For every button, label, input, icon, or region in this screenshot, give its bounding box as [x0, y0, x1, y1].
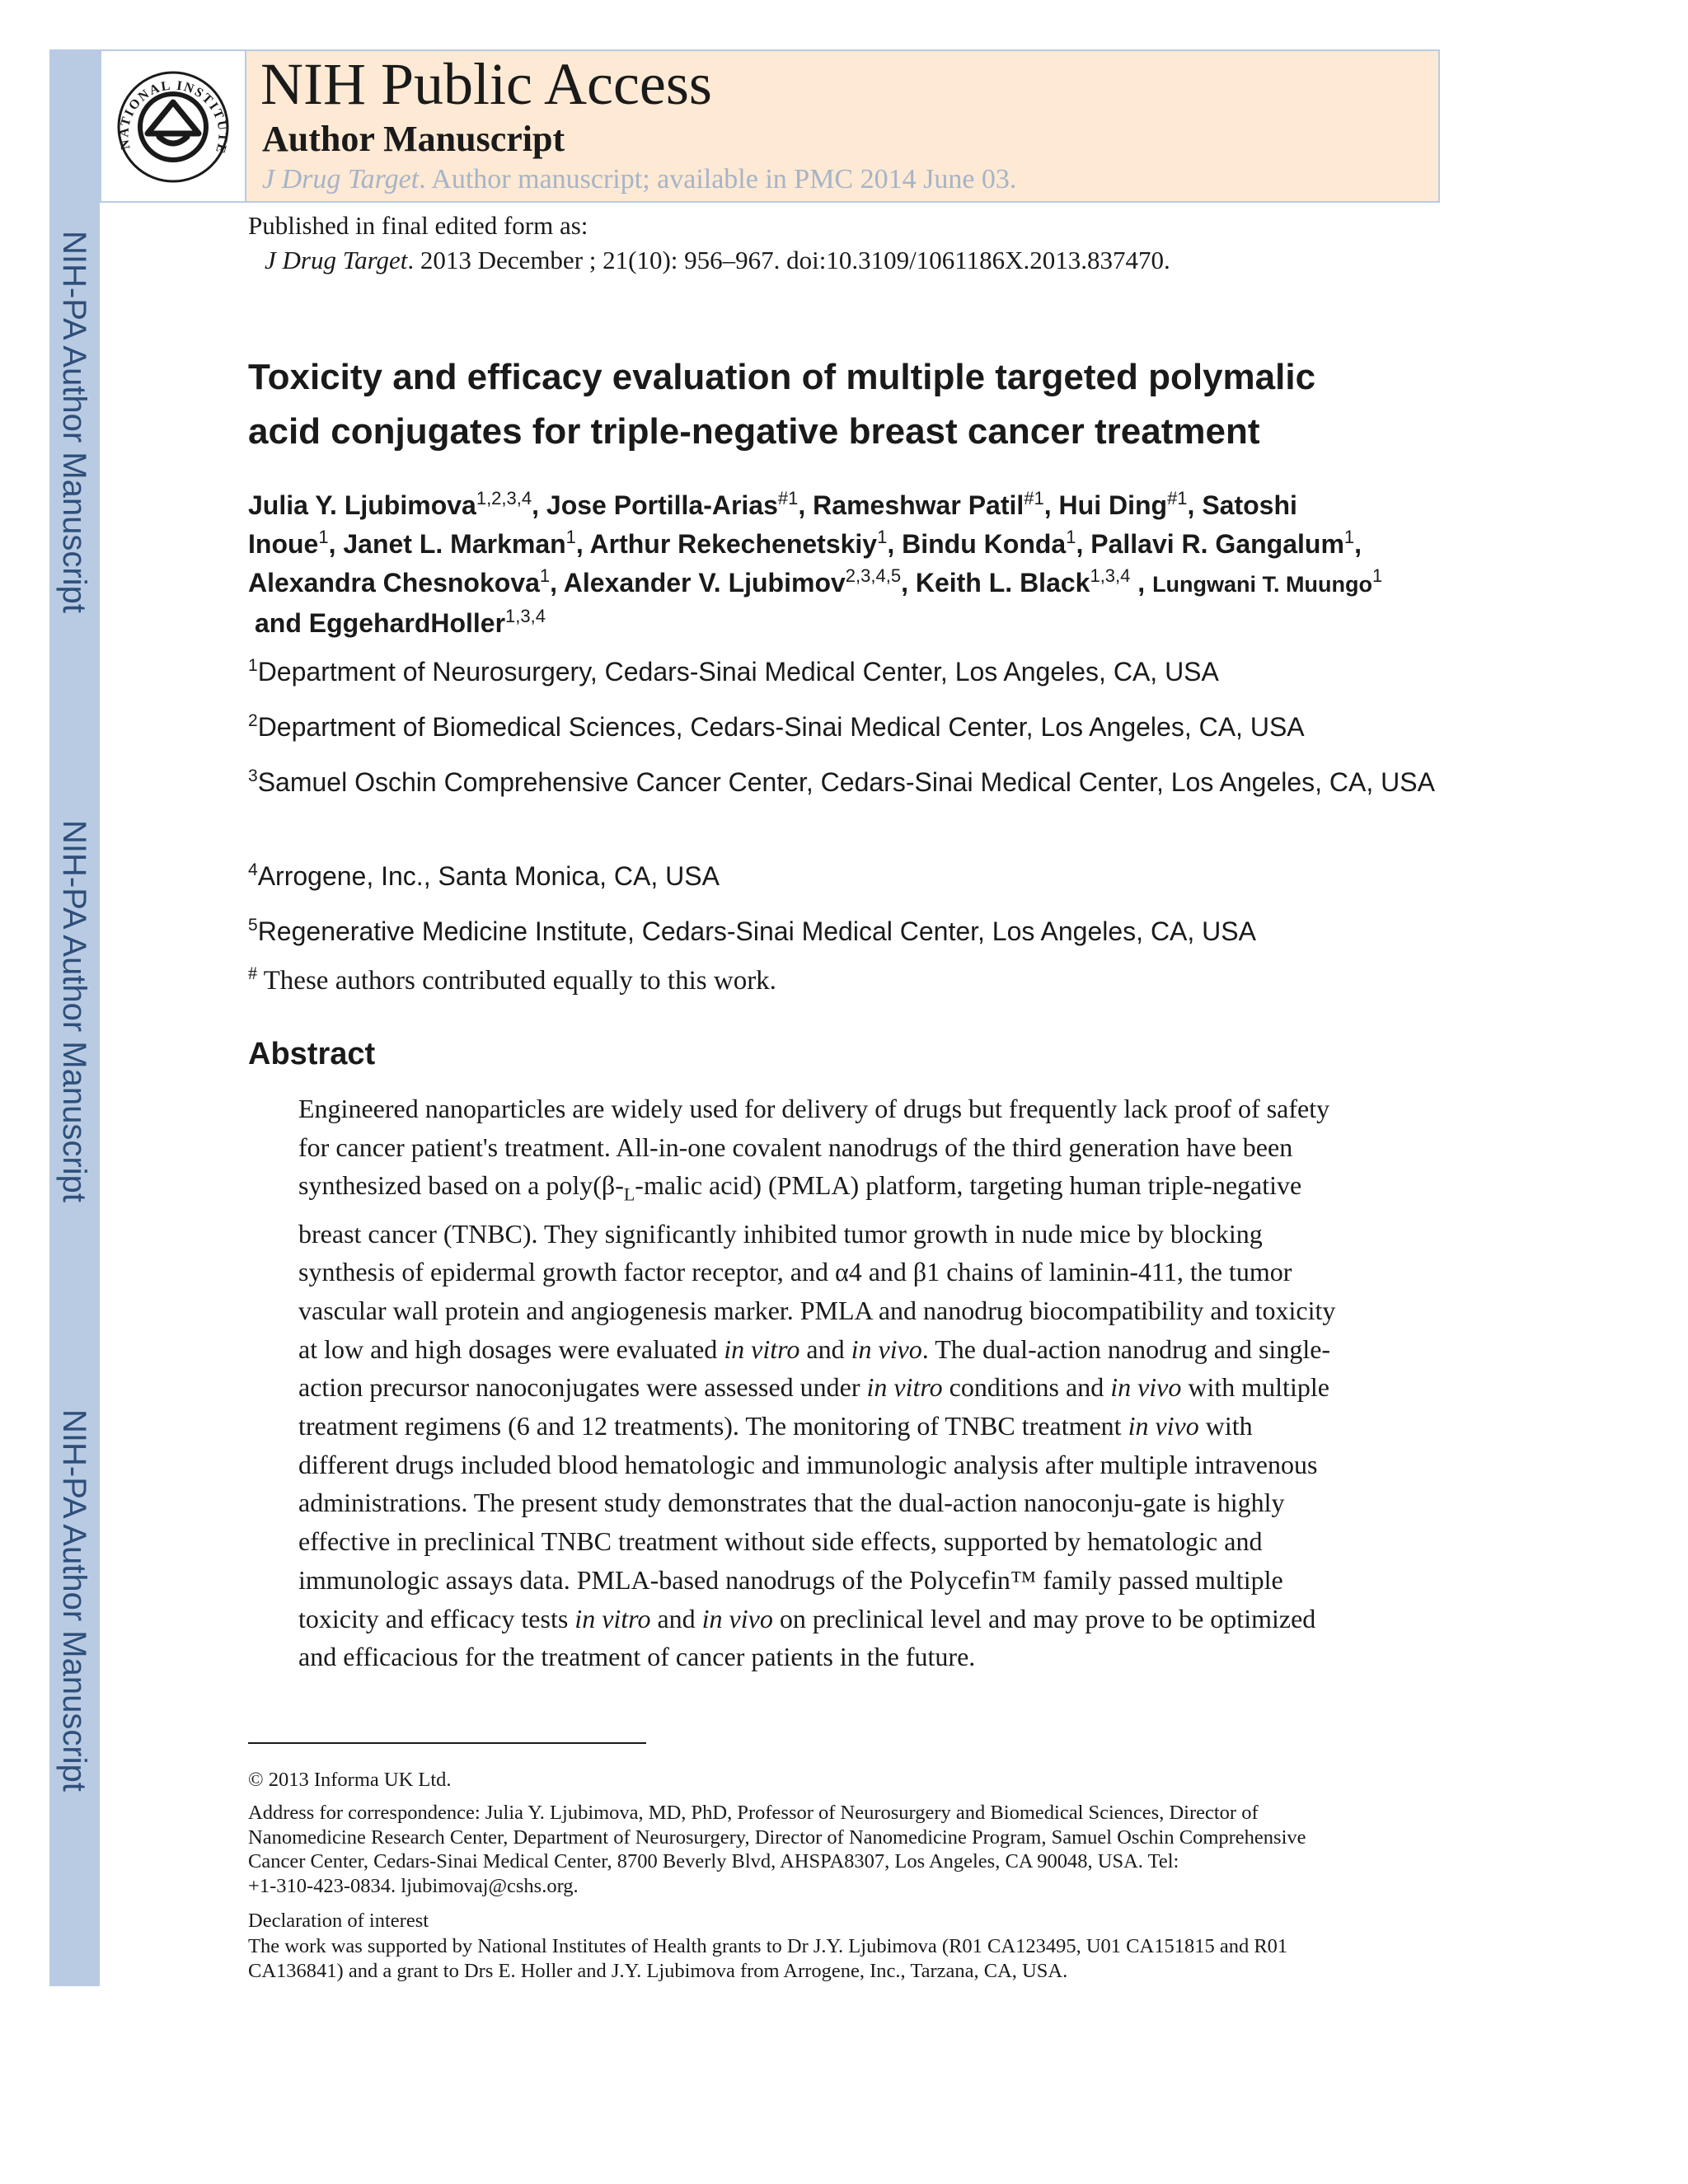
author-affiliation-mark: 1 — [877, 527, 888, 547]
nih-logo — [100, 49, 246, 203]
abstract-text: with multiple — [1181, 1372, 1329, 1403]
equal-contribution-mark: # — [248, 963, 257, 983]
abstract-text: conditions and — [942, 1372, 1111, 1403]
paper-title-line: acid conjugates for triple-negative breast cancer treatment — [248, 411, 1260, 452]
author-affiliation-mark: 1 — [565, 527, 576, 547]
journal-name: J Drug Target — [262, 164, 420, 194]
footnote-line: The work was supported by National Institutes of Health grants to Dr J.Y. Ljubimova (R01 CA123495, U01 CA151815 and R01 — [248, 1935, 1288, 1957]
abstract-line — [298, 1090, 1485, 1128]
author-separator: , — [1130, 568, 1153, 598]
author-affiliation-mark: 1,3,4 — [505, 606, 546, 626]
author-separator: , — [1354, 529, 1362, 559]
author-list — [248, 486, 1534, 643]
abstract-text: administrations. The present study demonstrates that the dual-action nanoconju-gate is highly — [298, 1488, 1285, 1518]
author-affiliation-mark: 2,3,4,5 — [845, 565, 902, 586]
italic-term: in vivo — [1110, 1372, 1182, 1403]
abstract-line — [298, 1561, 1485, 1600]
citation-journal: J Drug Target — [265, 246, 408, 274]
author-separator: , — [1043, 490, 1059, 520]
abstract-line — [298, 1522, 1485, 1561]
citation-details: . 2013 December ; 21(10): 956–967. doi:10.3109/1061186X.2013.837470. — [407, 246, 1170, 274]
abstract-text: . The dual-action nanodrug and single- — [921, 1333, 1331, 1364]
affiliation-number: 5 — [248, 916, 258, 935]
author-separator: , — [1187, 490, 1203, 520]
abstract-body — [298, 1090, 1485, 1676]
abstract-line — [298, 1253, 1485, 1291]
footnote-divider — [248, 1742, 646, 1744]
abstract-line — [298, 1291, 1485, 1330]
equal-contribution-text: These authors contributed equally to this work. — [257, 966, 776, 996]
author-affiliation-mark: 1 — [1343, 527, 1355, 547]
abstract-text: at low and high dosages were evaluated — [298, 1333, 724, 1364]
nih-logo-icon — [101, 51, 245, 201]
abstract-line — [298, 1600, 1485, 1638]
author-affiliation-mark: #1 — [777, 488, 799, 509]
author-name: Keith L. Black — [915, 568, 1090, 598]
availability-text: . Author manuscript; available in PMC 2014 June 03. — [419, 164, 1017, 194]
abstract-text: immunologic assays data. PMLA-based nanodrugs of the Polycefin™ family passed multiple — [298, 1564, 1283, 1595]
footnote-line: +1-310-423-0834. ljubimovaj@cshs.org. — [248, 1874, 579, 1897]
author-name: and EggehardHoller — [255, 608, 506, 638]
footnote-line: Address for correspondence: Julia Y. Ljubimova, MD, PhD, Professor of Neurosurgery and Biomedical Sciences, Director of — [248, 1802, 1259, 1824]
affiliation-number: 3 — [248, 766, 258, 785]
author-affiliation-mark: 1,3,4 — [1090, 565, 1131, 586]
affiliation — [248, 857, 1468, 895]
abstract-heading: Abstract — [248, 1037, 376, 1071]
abstract-line — [298, 1483, 1485, 1522]
abstract-text: vascular wall protein and angiogenesis marker. PMLA and nanodrug biocompatibility and toxicity — [298, 1295, 1336, 1325]
published-label: Published in final edited form as: — [248, 211, 588, 240]
author-separator: , — [328, 529, 344, 559]
abstract-text: synthesized based on a poly(β- — [298, 1170, 624, 1201]
availability-line — [262, 163, 1016, 196]
abstract-line — [298, 1638, 1485, 1676]
author-name: Julia Y. Ljubimova — [248, 490, 476, 520]
copyright-notice: © 2013 Informa UK Ltd. — [248, 1769, 452, 1791]
affiliation-text: Arrogene, Inc., Santa Monica, CA, USA — [257, 861, 720, 891]
paper-title — [248, 350, 1484, 459]
author-line — [248, 604, 1534, 643]
author-affiliation-mark: #1 — [1167, 488, 1188, 509]
declaration-heading: Declaration of interest — [248, 1910, 429, 1932]
abstract-text: with — [1198, 1411, 1253, 1441]
footnote-line: Nanomedicine Research Center, Department of Neurosurgery, Director of Nanomedicine Program, Samuel Oschin Comprehensive — [248, 1825, 1306, 1849]
author-line — [248, 525, 1534, 564]
abstract-line — [298, 1166, 1485, 1214]
abstract-text: breast cancer (TNBC). They significantly inhibited tumor growth in nude mice by blocking — [298, 1218, 1263, 1249]
affiliation-text: Regenerative Medicine Institute, Cedars-Sinai Medical Center, Los Angeles, CA, USA — [257, 916, 1256, 946]
abstract-line — [298, 1368, 1485, 1407]
author-name: Rameshwar Patil — [813, 490, 1025, 520]
abstract-line — [298, 1330, 1485, 1369]
author-separator: , — [575, 529, 590, 559]
author-name-part: Inoue — [248, 529, 319, 559]
abstract-text: and — [650, 1603, 702, 1633]
abstract-text: treatment regimens (6 and 12 treatments). The monitoring of TNBC treatment — [298, 1411, 1128, 1441]
equal-contribution-note — [248, 964, 776, 997]
paper-title-line: Toxicity and efficacy evaluation of multiple targeted polymalic — [248, 357, 1316, 397]
author-line — [248, 486, 1534, 525]
author-affiliation-mark: 1,2,3,4 — [476, 488, 532, 509]
affiliation-number: 2 — [248, 711, 258, 730]
abstract-line — [298, 1407, 1485, 1446]
side-label-text: NIH-PA Author Manuscript — [56, 1409, 92, 1792]
author-name: Alexander V. Ljubimov — [563, 568, 846, 598]
author-separator: , — [1076, 529, 1091, 559]
author-affiliation-mark: 1 — [318, 527, 329, 547]
correspondence-address — [248, 1801, 1443, 1898]
abstract-line — [298, 1446, 1485, 1484]
author-name-part: Satoshi — [1202, 490, 1297, 520]
italic-term: in vivo — [1128, 1411, 1199, 1441]
header-subtitle: Author Manuscript — [262, 119, 565, 159]
affiliation — [248, 912, 1468, 950]
footnote-line: CA136841) and a grant to Drs E. Holler and J.Y. Ljubimova from Arrogene, Inc., Tarzana, CA, USA. — [248, 1959, 1068, 1982]
abstract-text: action precursor nanoconjugates were assessed under — [298, 1372, 867, 1403]
author-name: Pallavi R. Gangalum — [1090, 529, 1344, 559]
abstract-text: on preclinical level and may prove to be optimized — [772, 1603, 1316, 1633]
subscript: L — [623, 1183, 635, 1205]
side-label-text: NIH-PA Author Manuscript — [56, 820, 92, 1202]
abstract-text: -malic acid) (PMLA) platform, targeting human triple-negative — [635, 1170, 1302, 1201]
affiliation — [248, 763, 1468, 801]
italic-term: in vitro — [866, 1372, 943, 1403]
abstract-line — [298, 1128, 1485, 1167]
affiliation — [248, 653, 1468, 691]
author-name: Lungwani T. Muungo — [1152, 572, 1373, 597]
author-affiliation-mark: 1 — [539, 565, 551, 586]
author-affiliation-mark: #1 — [1024, 488, 1044, 509]
author-affiliation-mark: 1 — [1372, 565, 1383, 586]
affiliation-text: Samuel Oschin Comprehensive Cancer Center, Cedars-Sinai Medical Center, Los Angeles, CA, USA — [257, 767, 1435, 797]
affiliation — [248, 708, 1468, 746]
author-name: Alexandra Chesnokova — [248, 568, 540, 598]
author-name: Janet L. Markman — [343, 529, 566, 559]
abstract-text: synthesis of epidermal growth factor receptor, and α4 and β1 chains of laminin-411, the tumor — [298, 1257, 1292, 1287]
affiliation-text: Department of Neurosurgery, Cedars-Sinai Medical Center, Los Angeles, CA, USA — [257, 657, 1219, 687]
footnote-line: Cancer Center, Cedars-Sinai Medical Center, 8700 Beverly Blvd, AHSPA8307, Los Angeles, CA 90048, USA. Tel: — [248, 1850, 1179, 1872]
abstract-line — [298, 1215, 1485, 1254]
logo-ring-text: NATIONAL INSTITUTE — [117, 78, 230, 157]
author-line — [248, 564, 1534, 604]
abstract-text: different drugs included blood hematologic and immunologic analysis after multiple intravenous — [298, 1449, 1318, 1479]
citation-line — [265, 245, 1170, 276]
abstract-text: Engineered nanoparticles are widely used for delivery of drugs but frequently lack proof of safety — [298, 1094, 1330, 1123]
abstract-text: and efficacious for the treatment of cancer patients in the future. — [298, 1642, 976, 1672]
italic-term: in vitro — [574, 1603, 651, 1633]
abstract-text: toxicity and efficacy tests — [298, 1603, 575, 1633]
author-name: Hui Ding — [1058, 490, 1168, 520]
side-label-text: NIH-PA Author Manuscript — [56, 231, 92, 613]
author-name: Jose Portilla-Arias — [546, 490, 778, 520]
declaration-of-interest — [248, 1934, 1443, 1983]
abstract-text: for cancer patient's treatment. All-in-one covalent nanodrugs of the third generation have been — [298, 1132, 1293, 1162]
italic-term: in vivo — [851, 1333, 922, 1364]
italic-term: in vitro — [724, 1333, 800, 1364]
author-separator: , — [887, 529, 903, 559]
author-separator: , — [550, 568, 564, 598]
header-title: NIH Public Access — [260, 51, 712, 117]
author-name: Arthur Rekechenetskiy — [589, 529, 878, 559]
author-separator: , — [532, 490, 546, 520]
italic-term: in vivo — [701, 1603, 773, 1633]
author-separator: , — [798, 490, 814, 520]
abstract-text: effective in preclinical TNBC treatment without side effects, supported by hematologic and — [298, 1526, 1263, 1557]
author-separator: , — [901, 568, 916, 598]
author-name: Bindu Konda — [902, 529, 1067, 559]
author-affiliation-mark: 1 — [1066, 527, 1076, 547]
affiliation-text: Department of Biomedical Sciences, Cedars-Sinai Medical Center, Los Angeles, CA, USA — [257, 712, 1305, 742]
affiliation-number: 4 — [248, 860, 258, 879]
affiliation-number: 1 — [248, 656, 258, 675]
abstract-text: and — [799, 1333, 851, 1364]
